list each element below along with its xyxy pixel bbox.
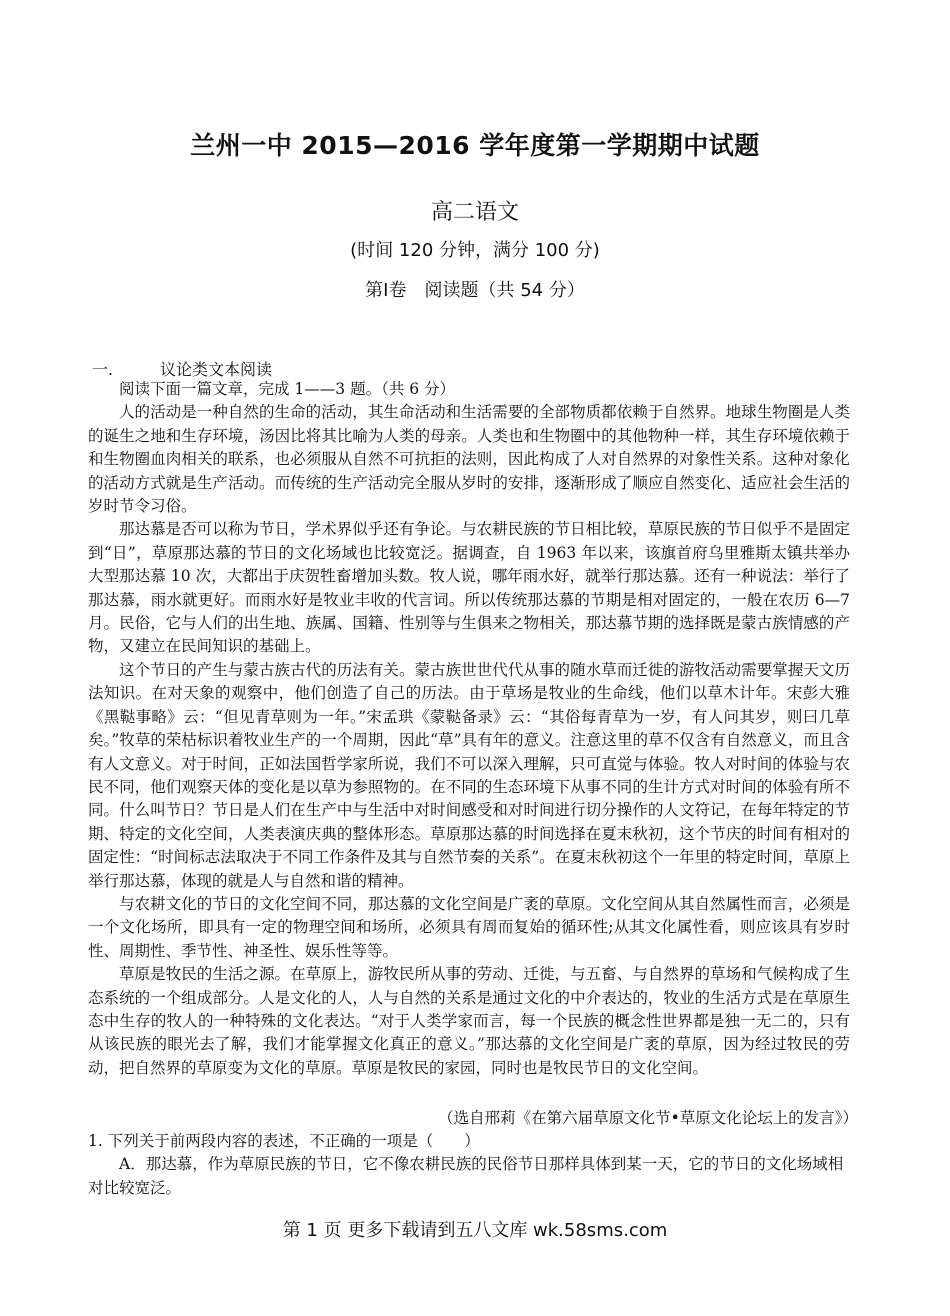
subject-heading: 高二语文 bbox=[430, 200, 519, 225]
option-a: A．那达慕，作为草原民族的节日，它不像农耕民族的民俗节日那样具体到某一天，它的节日的文化场域相对比较宽泛。 bbox=[88, 1155, 844, 1197]
paragraph-5: 草原是牧民的生活之源。在草原上，游牧民所从事的劳动、迁徙，与五畜、与自然界的草场和气候构成了生态系统的一个组成部分。人是文化的人，人与自然的关系是通过文化的中介表达的，牧业的生活方式是在草原生态中生存的牧人的一种特殊的文化表达。“对于人类学家而言，每一个民族的概念性世界都是独一无二的，只有从该民族的眼光去了解，我们才能掌握文化真正的意义。”那达慕的文化空间是广袤的草原，因为经过牧民的劳动，把自然界的草原变为文化的草原。草原是牧民的家园，同时也是牧民节日的文化空间。 bbox=[88, 965, 850, 1077]
paragraph-2: 那达慕是否可以称为节日，学术界似乎还有争论。与农耕民族的节日相比较，草原民族的节日似乎不是固定到“日”，草原那达慕的节日的文化场域也比较宽泛。据调查，自 1963 年以来，该旗首府乌里雅斯太镇共举办大型那达慕 10 次，大都出于庆贺牲畜增加头数。牧人说，哪年雨水好，就举行那达慕。还有一种说法：举行了那达慕，雨水就更好。而雨水好是牧业丰收的代言词。所以传统那达慕的节期是相对固定的，一般在农历 6—7 月。民俗，它与人们的出生地、族属、国籍、性别等与生俱来之物相关，那达慕节期的选择既是蒙古族情感的产物，又建立在民间知识的基础上。 bbox=[88, 520, 850, 656]
page-footer: 第 1 页 更多下载请到五八文库 wk.58sms.com bbox=[282, 1220, 668, 1241]
section-number: 一. bbox=[92, 360, 114, 379]
reading-passage bbox=[88, 378, 850, 1080]
section-heading bbox=[92, 357, 272, 380]
paragraph-1: 人的活动是一种自然的生命的活动，其生命活动和生活需要的全部物质都依赖于自然界。地球生物圈是人类的诞生之地和生存环境，汤因比将其比喻为人类的母亲。人类也和生物圈中的其他物种一样，其生存环境依赖于和生物圈血肉相关的联系，也必须服从自然不可抗拒的法则，因此构成了人对自然界的对象性关系。这种对象化的活动方式就是生产活动。而传统的生产活动完全服从岁时的安排，逐渐形成了顺应自然变化、适应社会生活的岁时节令习俗。 bbox=[88, 403, 850, 516]
exam-title: 兰州一中 2015—2016 学年度第一学期期中试题 bbox=[190, 131, 760, 160]
section-title: 议论类文本阅读 bbox=[160, 360, 273, 379]
instruction-line: 阅读下面一篇文章，完成 1——3 题。（共 6 分） bbox=[119, 380, 456, 398]
volume-heading: 第Ⅰ卷 阅读题（共 54 分） bbox=[365, 280, 585, 301]
question-stem: 1. 下列关于前两段内容的表述，不正确的一项是（ ） bbox=[88, 1132, 480, 1150]
paragraph-4: 与农耕文化的节日的文化空间不同，那达慕的文化空间是广袤的草原。文化空间从其自然属性而言，必须是一个文化场所，即具有一定的物理空间和场所，必须具有周而复始的循环性;从其文化属性看，则应该具有岁时性、周期性、季节性、神圣性、娱乐性等等。 bbox=[88, 894, 850, 960]
question-1 bbox=[88, 1130, 850, 1200]
paragraph-3: 这个节日的产生与蒙古族古代的历法有关。蒙古族世世代代从事的随水草而迁徙的游牧活动需要掌握天文历法知识。在对天象的观察中，他们创造了自己的历法。由于草场是牧业的生命线，他们以草木计年。宋彭大雅《黑鞑事略》云：“但见青草则为一年。”宋孟珙《蒙鞑备录》云：“其俗每青草为一岁，有人问其岁，则曰几草矣。”牧草的荣枯标识着牧业生产的一个周期，因此“草”具有年的意义。注意这里的草不仅含有自然意义，而且含有人文意义。对于时间，正如法国哲学家所说，我们不可以深入理解，只可直觉与体验。牧人对时间的体验与农民不同，他们观察天体的变化是以草为参照物的。在不同的生态环境下从事不同的生计方式对时间的体验有所不同。什么叫节日？节日是人们在生产中与生活中对时间感受和对时间进行切分操作的人文符记，在每年特定的节期、特定的文化空间，人类表演庆典的整体形态。草原那达慕的时间选择在夏末秋初，这个节庆的时间有相对的固定性：“时间标志法取决于不同工作条件及其与自然节奏的关系”。在夏末秋初这个一年里的特定时间，草原上举行那达慕，体现的就是人与自然和谐的精神。 bbox=[88, 660, 850, 890]
time-info: (时间 120 分钟，满分 100 分) bbox=[350, 240, 600, 261]
source-citation: （选自邢莉《在第六届草原文化节•草原文化论坛上的发言》） bbox=[438, 1109, 858, 1127]
